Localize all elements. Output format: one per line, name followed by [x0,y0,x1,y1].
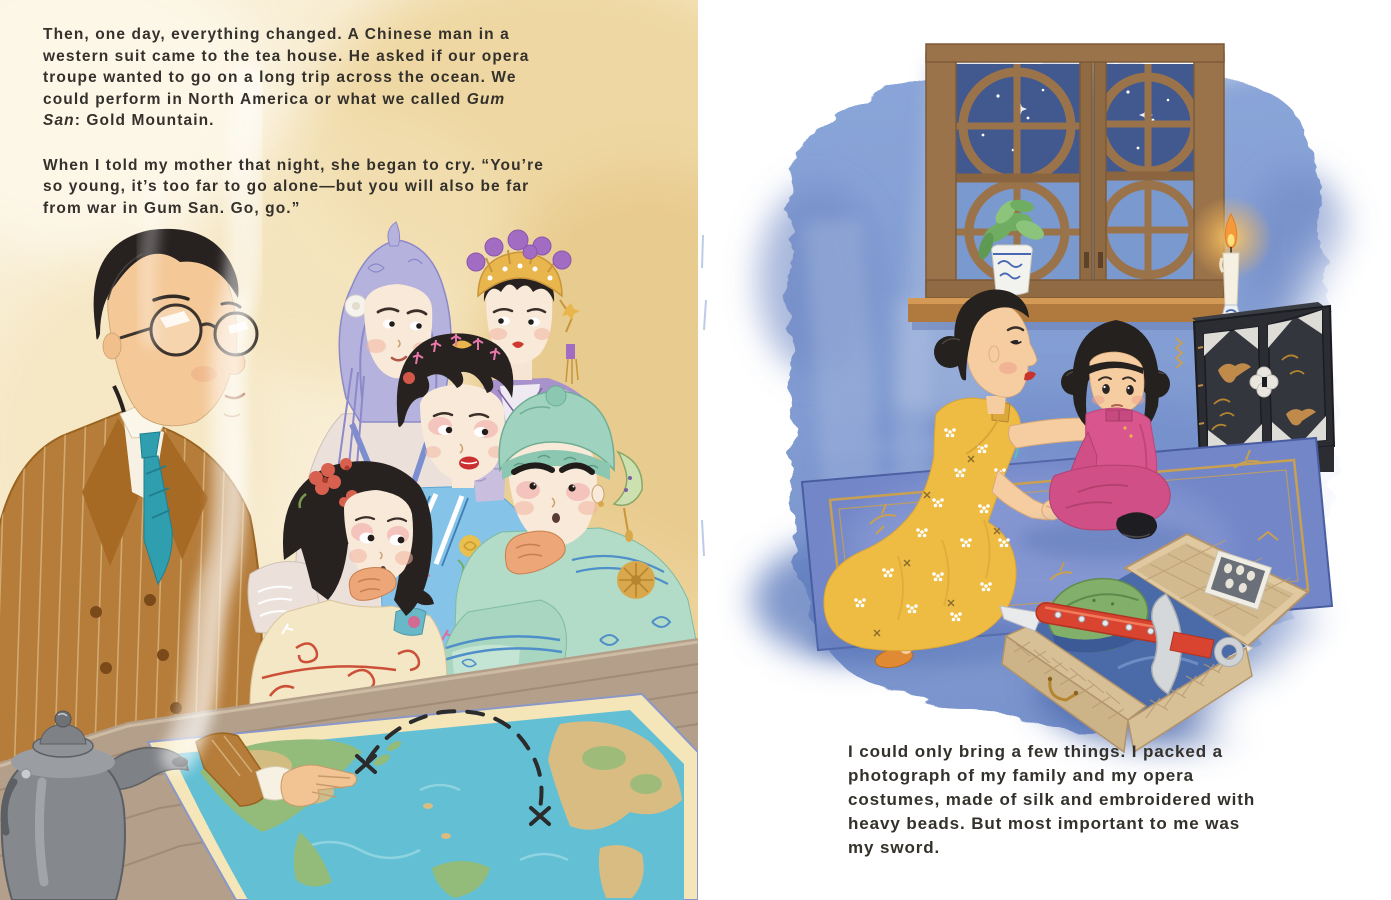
gum-san-emphasis: Gum San [43,90,506,129]
round-pane-window [908,44,1234,330]
paragraph-1-text: Then, one day, everything changed. A Chinese man in a western suit came to the tea house. He asked if our opera troupe wanted to go on a long trip across the ocean. We could perform in North America or what we called [43,26,530,108]
teapot-highlight [39,782,44,882]
handle-rivet [21,769,31,779]
suit-button [144,594,156,606]
suit-button [100,662,112,674]
right-text-block [848,740,1262,860]
paragraph-2: When I told my mother that night, she began to cry. “You’re so young, it’s too far to go alone—but you will also be far from war in Gum San. Go, go.” [43,156,544,217]
casement-handle [1098,252,1103,268]
small-mouth [552,513,560,523]
ear [989,346,999,362]
eye [1102,384,1110,394]
paragraph-1 [43,24,548,132]
cabinet-left-door [1204,327,1262,453]
page-right [698,0,1391,900]
red-hair-flower [403,372,415,384]
suit-button [157,649,169,661]
gold-rosette [617,561,655,599]
cap-knob [546,386,566,406]
porcelain-pot [992,245,1033,295]
casement-handle [1084,252,1089,268]
ear [103,333,121,359]
suit-button [90,606,102,618]
hair-bun [934,336,966,368]
neck [986,396,1006,414]
ear [592,485,604,503]
purple-tassel [566,344,575,359]
margin-pencil-marks [702,235,706,556]
blush [999,362,1017,374]
left-text-block [43,24,548,242]
candle-stick [1223,253,1239,305]
paragraph-1-tail: : Gold Mountain. [74,112,215,129]
paragraph-3: I could only bring a few things. I packed a photograph of my family and my opera costumes, made of silk and embroidered with heavy beads. But most important to me was my sword. [848,742,1256,857]
south-america [599,845,644,898]
eye [1126,385,1134,395]
earring [598,501,604,507]
collar-flower [408,616,420,628]
sad-mouth [1112,405,1122,406]
teapot-body [2,758,125,900]
